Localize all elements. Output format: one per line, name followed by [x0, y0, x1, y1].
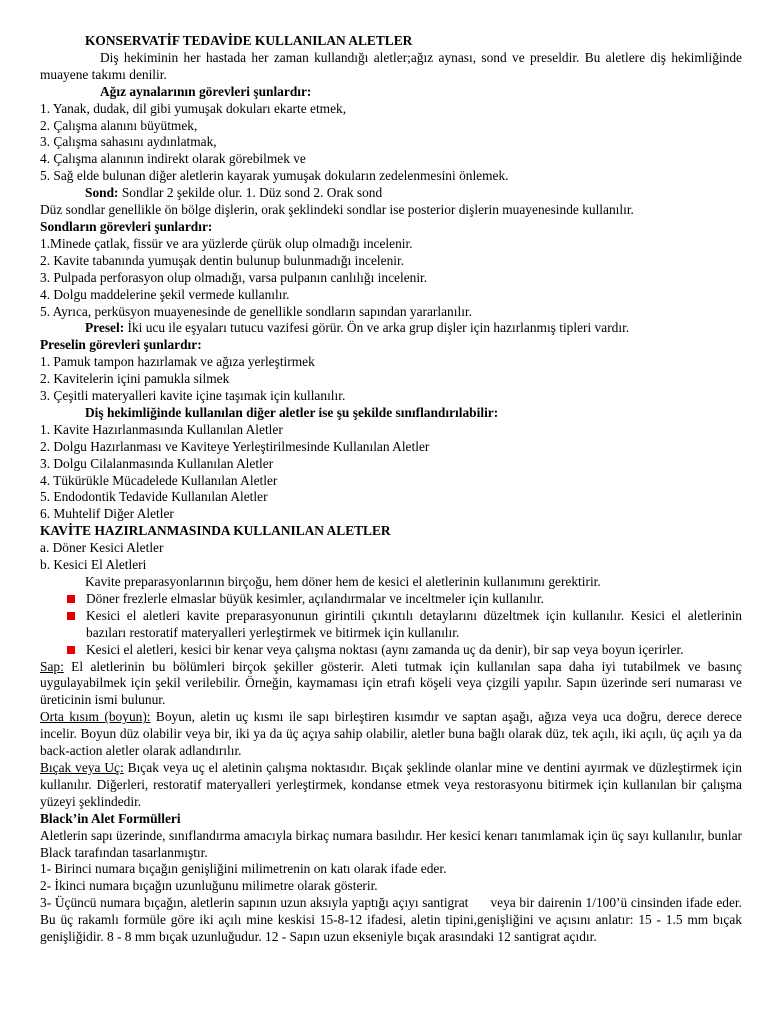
- black-formula-item: 1- Birinci numara bıçağın genişliğini milimetrenin on katı olarak ifade eder.: [40, 861, 447, 877]
- other-tools-heading: Diş hekimliğinde kullanılan diğer aletler ise şu şekilde sınıflandırılabilir:: [85, 404, 499, 420]
- presel-item: 1. Pamuk tampon hazırlamak ve ağıza yerleştirmek: [40, 354, 315, 370]
- sond-heading: Sondların görevleri şunlardır:: [40, 218, 213, 234]
- cavity-note: Kavite preparasyonlarının birçoğu, hem döner hem de kesici el aletlerinin kullanımını gerektirir.: [85, 574, 601, 589]
- cavity-bullet: [40, 608, 742, 642]
- presel-item: 3. Çeşitli materyalleri kavite içine taşımak için kullanılır.: [40, 388, 346, 404]
- cavity-type: b. Kesici El Aletleri: [40, 557, 147, 573]
- part-handle-label: Sap:: [40, 658, 64, 674]
- presel-label: Presel:: [85, 320, 125, 336]
- cavity-section-title: KAVİTE HAZIRLANMASINDA KULLANILAN ALETLER: [40, 523, 391, 539]
- sond-item: 3. Pulpada perforasyon olup olmadığı, varsa pulpanın canlılığı incelenir.: [40, 269, 428, 285]
- mirror-item: 5. Sağ elde bulunan diğer aletlerin kayarak yumuşak dokuların zedelenmesini önlemek.: [40, 168, 509, 184]
- part-neck-paragraph: [40, 709, 742, 760]
- other-tools-item: 4. Tükürükle Mücadelede Kullanılan Aletler: [40, 472, 278, 488]
- sond-item: 1.Minede çatlak, fissür ve ara yüzlerde çürük olup olmadığı incelenir.: [40, 235, 413, 251]
- cavity-bullet-text: Kesici el aletleri kavite preparasyonunun girintili çıkıntılı detaylarını düzeltmek için kullanılır. Kesici el aletlerinin bazıları restoratif materyalleri yerleştirmek ve bitirmek için kullanılır.: [86, 607, 742, 640]
- black-formula-item: 2- İkinci numara bıçağın uzunluğunu milimetre olarak gösterir.: [40, 878, 378, 894]
- mirror-item: 2. Çalışma alanını büyütmek,: [40, 117, 198, 133]
- presel-item: 2. Kavitelerin içini pamukla silmek: [40, 371, 230, 387]
- other-tools-item: 1. Kavite Hazırlanmasında Kullanılan Aletler: [40, 421, 283, 437]
- black-formula-intro: Aletlerin sapı üzerinde, sınıflandırma amacıyla birkaç numara basılıdır. Her kesici kenarı tanımlamak için üç sayı kullanılır, bunlar Black tarafından tasarlanmıştır.: [40, 827, 742, 860]
- other-tools-item: 2. Dolgu Hazırlanması ve Kaviteye Yerleştirilmesinde Kullanılan Aletler: [40, 438, 430, 454]
- mirror-item: 1. Yanak, dudak, dil gibi yumuşak dokuları ekarte etmek,: [40, 100, 347, 116]
- part-handle-text: El aletlerinin bu bölümleri birçok şekiller gösterir. Aleti tutmak için kullanılan sapa daha iyi tutabilmek ve basınç uygulayabilmek için şekil verilebilir. Örneğin, kaymaması için etrafı köşeli veya çizgili yapılır. Sapın üzerinde seri numarası ve üreticinin ismi bulunur.: [40, 658, 742, 708]
- part-handle-paragraph: [40, 659, 742, 710]
- black-formula-item: 3- Üçüncü numara bıçağın, aletlerin sapının uzun aksıyla yaptığı açıyı santigrat veya bir dairenin 1/100’ü cinsinden ifade eder. Bu üç rakamlı formüle göre iki açılı mine keskisi 15-8-12 ifadesi, aletin tipini,genişliğini ve açısını anlatır: 15 - 1.5 mm bıçak genişliğidir. 8 - 8 mm bıçak uzunluğudur. 12 - Sapın uzun ekseniyle bıçak arasındaki 12 santigrat açıdır.: [40, 895, 746, 945]
- cavity-bullet: [40, 642, 742, 659]
- other-tools-item: 3. Dolgu Cilalanmasında Kullanılan Aletler: [40, 455, 274, 471]
- part-neck-label: Orta kısım (boyun):: [40, 709, 151, 725]
- cavity-bullet-text: Döner frezlerle elmaslar büyük kesimler, açılandırmalar ve inceltmeler için kullanılır.: [86, 590, 544, 606]
- presel-text: İki ucu ile eşyaları tutucu vazifesi görür. Ön ve arka grup dişler için hazırlanmış tipleri vardır.: [124, 320, 630, 336]
- intro-paragraph: [40, 50, 742, 84]
- part-blade-text: Bıçak veya uç el aletinin çalışma noktasıdır. Bıçak şeklinde olanlar mine ve dentini ayırmak ve düzleştirmek için kullanılır. Diğerleri, restoratif materyalleri yerleştirmek, kondanse etmek veya restorasyonu bitirmek için kullanılan bir çalışma yüzeyi şeklindedir.: [40, 759, 742, 809]
- document-title: KONSERVATİF TEDAVİDE KULLANILAN ALETLER: [85, 33, 413, 48]
- sond-item: 2. Kavite tabanında yumuşak dentin bulunup bulunmadığı incelenir.: [40, 252, 405, 268]
- sond-item: 4. Dolgu maddelerine şekil vermede kullanılır.: [40, 286, 290, 302]
- cavity-bullet: [40, 591, 742, 608]
- red-square-bullet-icon: [67, 612, 75, 620]
- sond-item: 5. Ayrıca, perküsyon muayenesinde de genellikle sondların sapından yararlanılır.: [40, 303, 472, 319]
- sond-text: Sondlar 2 şekilde olur. 1. Düz sond 2. Orak sond: [118, 185, 383, 201]
- part-blade-label: Bıçak veya Uç:: [40, 759, 124, 775]
- part-neck-text: Boyun, aletin uç kısmı ile sapı birleştiren kısımdır ve saptan aşağı, ağıza veya uca doğru, derece derece incelir. Boyun düz olabilir veya bir, iki ya da üç açıya sahip olabilir, aletler buna bağlı olarak düz, tek açılı, iki açılı, üç açılı ya da back-action aletler olarak adlandırılır.: [40, 709, 742, 759]
- black-formula-heading: Black’in Alet Formülleri: [40, 810, 181, 826]
- red-square-bullet-icon: [67, 595, 75, 603]
- sond-paragraph: [40, 185, 742, 202]
- mirror-item: 3. Çalışma sahasını aydınlatmak,: [40, 134, 217, 150]
- cavity-bullet-text: Kesici el aletleri, kesici bir kenar veya çalışma noktası (aynı zamanda uç da denir), bir sap veya boyun içerirler.: [86, 641, 684, 657]
- mirror-heading: Ağız aynalarının görevleri şunlardır:: [100, 83, 312, 99]
- presel-paragraph: [40, 320, 742, 337]
- red-square-bullet-icon: [67, 646, 75, 654]
- sond-label: Sond:: [85, 185, 119, 201]
- other-tools-item: 6. Muhtelif Diğer Aletler: [40, 506, 174, 522]
- intro-text: Diş hekiminin her hastada her zaman kullandığı aletler;ağız aynası, sond ve preseldir. Bu aletlere diş hekimliğinde muayene takımı denilir.: [40, 49, 742, 82]
- presel-heading: Preselin görevleri şunlardır:: [40, 337, 202, 353]
- cavity-type: a. Döner Kesici Aletler: [40, 540, 164, 556]
- part-blade-paragraph: [40, 760, 742, 811]
- other-tools-item: 5. Endodontik Tedavide Kullanılan Aletler: [40, 489, 268, 505]
- mirror-item: 4. Çalışma alanının indirekt olarak görebilmek ve: [40, 151, 306, 167]
- sond-usage: Düz sondlar genellikle ön bölge dişlerin, orak şeklindeki sondlar ise posterior dişlerin muayenesinde kullanılır.: [40, 202, 634, 218]
